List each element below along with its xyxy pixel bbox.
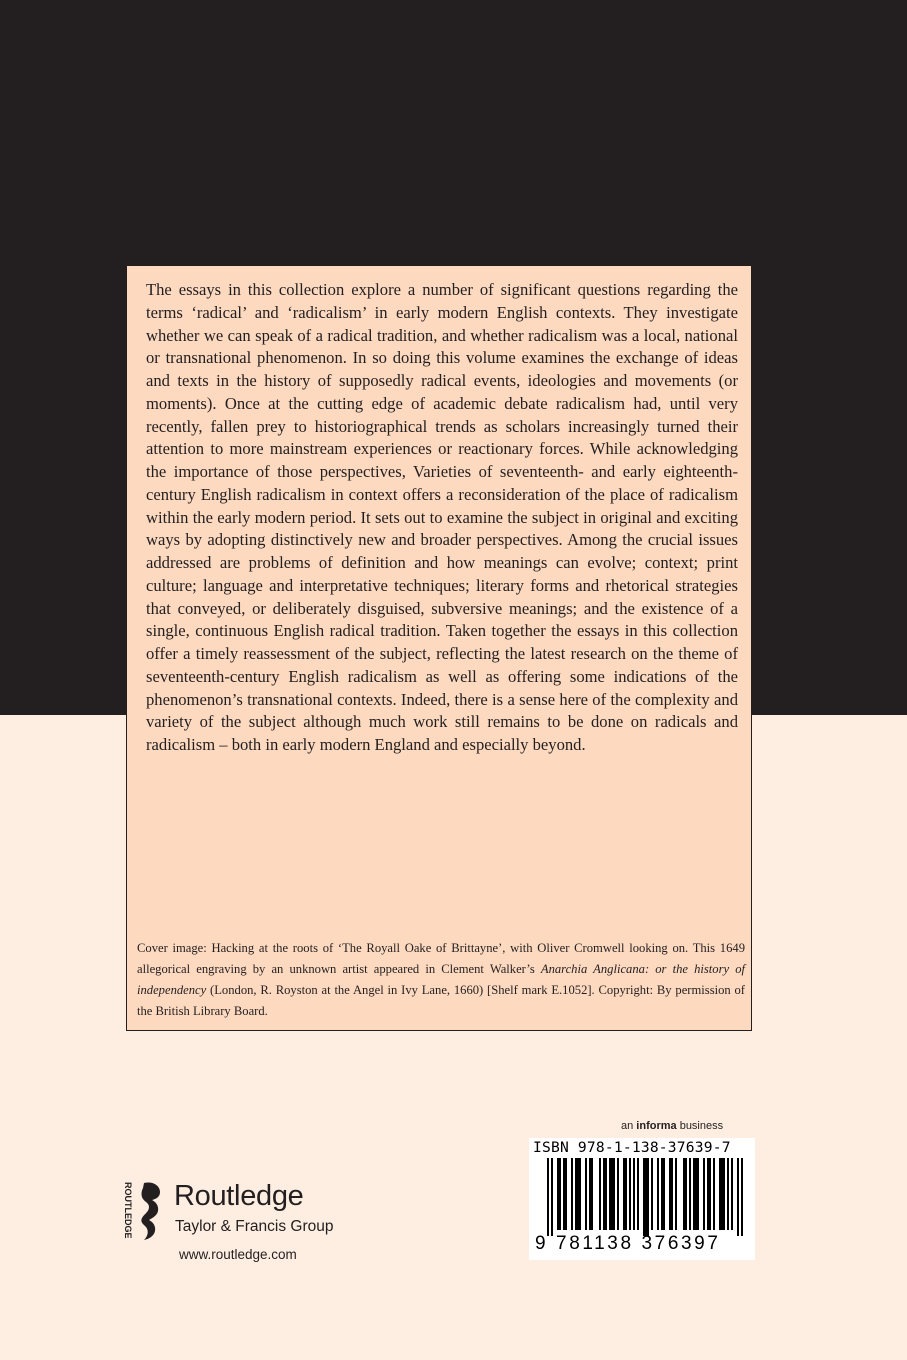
routledge-logo-icon <box>122 1180 168 1242</box>
description-panel <box>126 265 752 1031</box>
caption-text-1: Cover image: Hacking at the roots of ‘The Royall Oake of Brittayne’, with Oliver Cromwell looking on. This 1649 allegorical engraving by an unknown artist appeared in Clement Walker’s <box>137 941 745 976</box>
routledge-wordmark: Routledge <box>174 1180 304 1212</box>
informa-wordmark: informa <box>636 1120 677 1132</box>
barcode-bars-icon <box>529 1158 755 1236</box>
publisher-url: www.routledge.com <box>179 1247 297 1262</box>
book-description: The essays in this collection explore a number of significant questions regarding the terms ‘radical’ and ‘radicalism’ in early modern English contexts. They investigate whether we can speak of a radical tradition, and whether radicalism was a local, national or transnational phenomenon. In so doing this volume examines the exchange of ideas and texts in the history of supposedly radical events, ideologies and movements (or moments). Once at the cutting edge of academic debate radicalism had, until very recently, fallen prey to historiographical trends as scholars increasingly turned their attention to more mainstream experiences or reactionary forces. While acknowledging the importance of those perspectives, Varieties of seventeenth- and early eighteenth-century English radicalism in context offers a reconsideration of the place of radicalism within the early modern period. It sets out to examine the subject in original and exciting ways by adopting distinctively new and broader perspectives. Among the crucial issues addressed are problems of definition and how meanings can evolve; context; print culture; language and interpretative techniques; literary forms and rhetorical strategies that conveyed, or deliberately disguised, subversive meanings; and the existence of a single, continuous English radical tradition. Taken together the essays in this collection offer a timely reassessment of the subject, reflecting the latest research on the theme of seventeenth-century English radicalism as well as offering some indications of the phenomenon’s transnational contexts. Indeed, there is a sense here of the complexity and variety of the subject although much work still remains to be done on radicals and radicalism – both in early modern England and especially beyond. <box>146 280 738 754</box>
ean-digits: 9 781138 376397 <box>535 1233 721 1254</box>
routledge-vertical-wordmark: ROUTLEDGE <box>123 1182 133 1239</box>
taylor-francis-group: Taylor & Francis Group <box>175 1218 334 1235</box>
informa-business-label: an informa business <box>621 1120 724 1132</box>
caption-text-2: (London, R. Royston at the Angel in Ivy Lane, 1660) [Shelf mark E.1052]. Copyright: By permission of the British Library Board. <box>137 983 745 1018</box>
isbn-barcode <box>529 1138 755 1260</box>
cover-image-caption <box>137 938 745 1022</box>
isbn-number: ISBN 978-1-138-37639-7 <box>533 1139 731 1156</box>
caption-title: Anarchia Anglicana: or the history of independency <box>137 962 745 997</box>
